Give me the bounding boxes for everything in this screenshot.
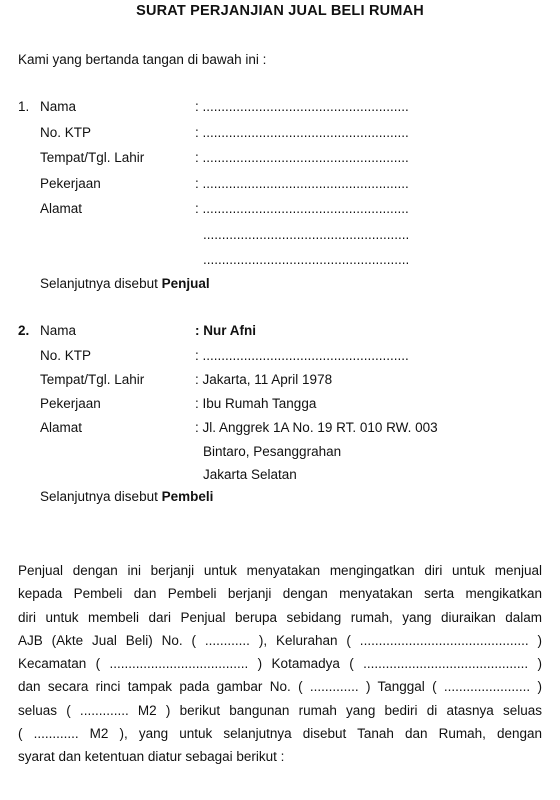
- party2-address-label: Alamat: [40, 420, 83, 435]
- party1-address-line2: .......................................................: [203, 227, 410, 242]
- role-prefix: Selanjutnya disebut: [40, 276, 162, 291]
- party1-job-label: Pekerjaan: [40, 176, 101, 191]
- party1-ktp-label: No. KTP: [40, 125, 92, 140]
- party1-birth-value: : .......................................................: [195, 150, 409, 165]
- paragraph-line: Penjual dengan ini berjanji untuk menyatakan mengingatkan diri untuk menjual: [18, 563, 542, 578]
- role-buyer: Pembeli: [161, 489, 214, 504]
- party1-ktp-value: : .......................................................: [195, 125, 409, 140]
- party1-birth-label: Tempat/Tgl. Lahir: [40, 150, 145, 165]
- party2-role-line: [40, 489, 213, 505]
- party2-address-line2: Bintaro, Pesanggrahan: [203, 444, 342, 459]
- paragraph-line: AJB (Akte Jual Beli) No. ( ............ ), Kelurahan ( ............................................. ): [18, 632, 542, 648]
- page-title: SURAT PERJANJIAN JUAL BELI RUMAH: [136, 3, 424, 19]
- party2-address-line3: Jakarta Selatan: [203, 467, 297, 482]
- agreement-paragraph: [18, 559, 542, 769]
- intro-text: Kami yang bertanda tangan di bawah ini :: [18, 52, 267, 67]
- party1-name-value: : .......................................................: [195, 99, 409, 114]
- paragraph-line: Kecamatan ( ..................................... ) Kotamadya ( ............................................ ): [18, 656, 542, 672]
- party2-ktp-label: No. KTP: [40, 348, 92, 363]
- party2-birth-value: : Jakarta, 11 April 1978: [195, 372, 333, 387]
- role-prefix: Selanjutnya disebut: [40, 489, 162, 504]
- party1-role-line: [40, 276, 210, 292]
- paragraph-line: ( ............ M2 ), yang untuk selanjutnya disebut Tanah dan Rumah, dengan: [18, 726, 542, 742]
- party2-ktp-value: : .......................................................: [195, 348, 409, 363]
- party2-job-label: Pekerjaan: [40, 396, 101, 411]
- party1-name-label: Nama: [40, 99, 77, 114]
- role-seller: Penjual: [161, 276, 210, 291]
- paragraph-line: seluas ( ............. M2 ) berikut bangunan rumah yang bediri di atasnya seluas: [18, 702, 542, 718]
- paragraph-line: kepada Pembeli dan Pembeli berjanji dengan menyatakan serta mengikatkan: [18, 586, 542, 602]
- party2-address-value: : Jl. Anggrek 1A No. 19 RT. 010 RW. 003: [195, 420, 438, 435]
- party2-name-label: Nama: [40, 323, 77, 338]
- party1-address-value: : .......................................................: [195, 201, 409, 216]
- paragraph-line: syarat dan ketentuan diatur sebagai berikut :: [18, 749, 285, 765]
- party1-job-value: : .......................................................: [195, 176, 409, 191]
- party1-address-line3: .......................................................: [203, 252, 410, 267]
- party2-job-value: : Ibu Rumah Tangga: [195, 396, 317, 411]
- paragraph-line: diri untuk membeli dari Penjual berupa sebidang rumah, yang diuraikan dalam: [18, 609, 542, 625]
- party2-number: 2.: [18, 323, 30, 338]
- party2-birth-label: Tempat/Tgl. Lahir: [40, 372, 145, 387]
- paragraph-line: dan secara rinci tampak pada gambar No. ( ............. ) Tanggal ( ....................... ): [18, 679, 542, 695]
- party1-number: 1.: [18, 99, 30, 114]
- party1-address-label: Alamat: [40, 201, 83, 216]
- party2-name-value: : Nur Afni: [195, 323, 256, 338]
